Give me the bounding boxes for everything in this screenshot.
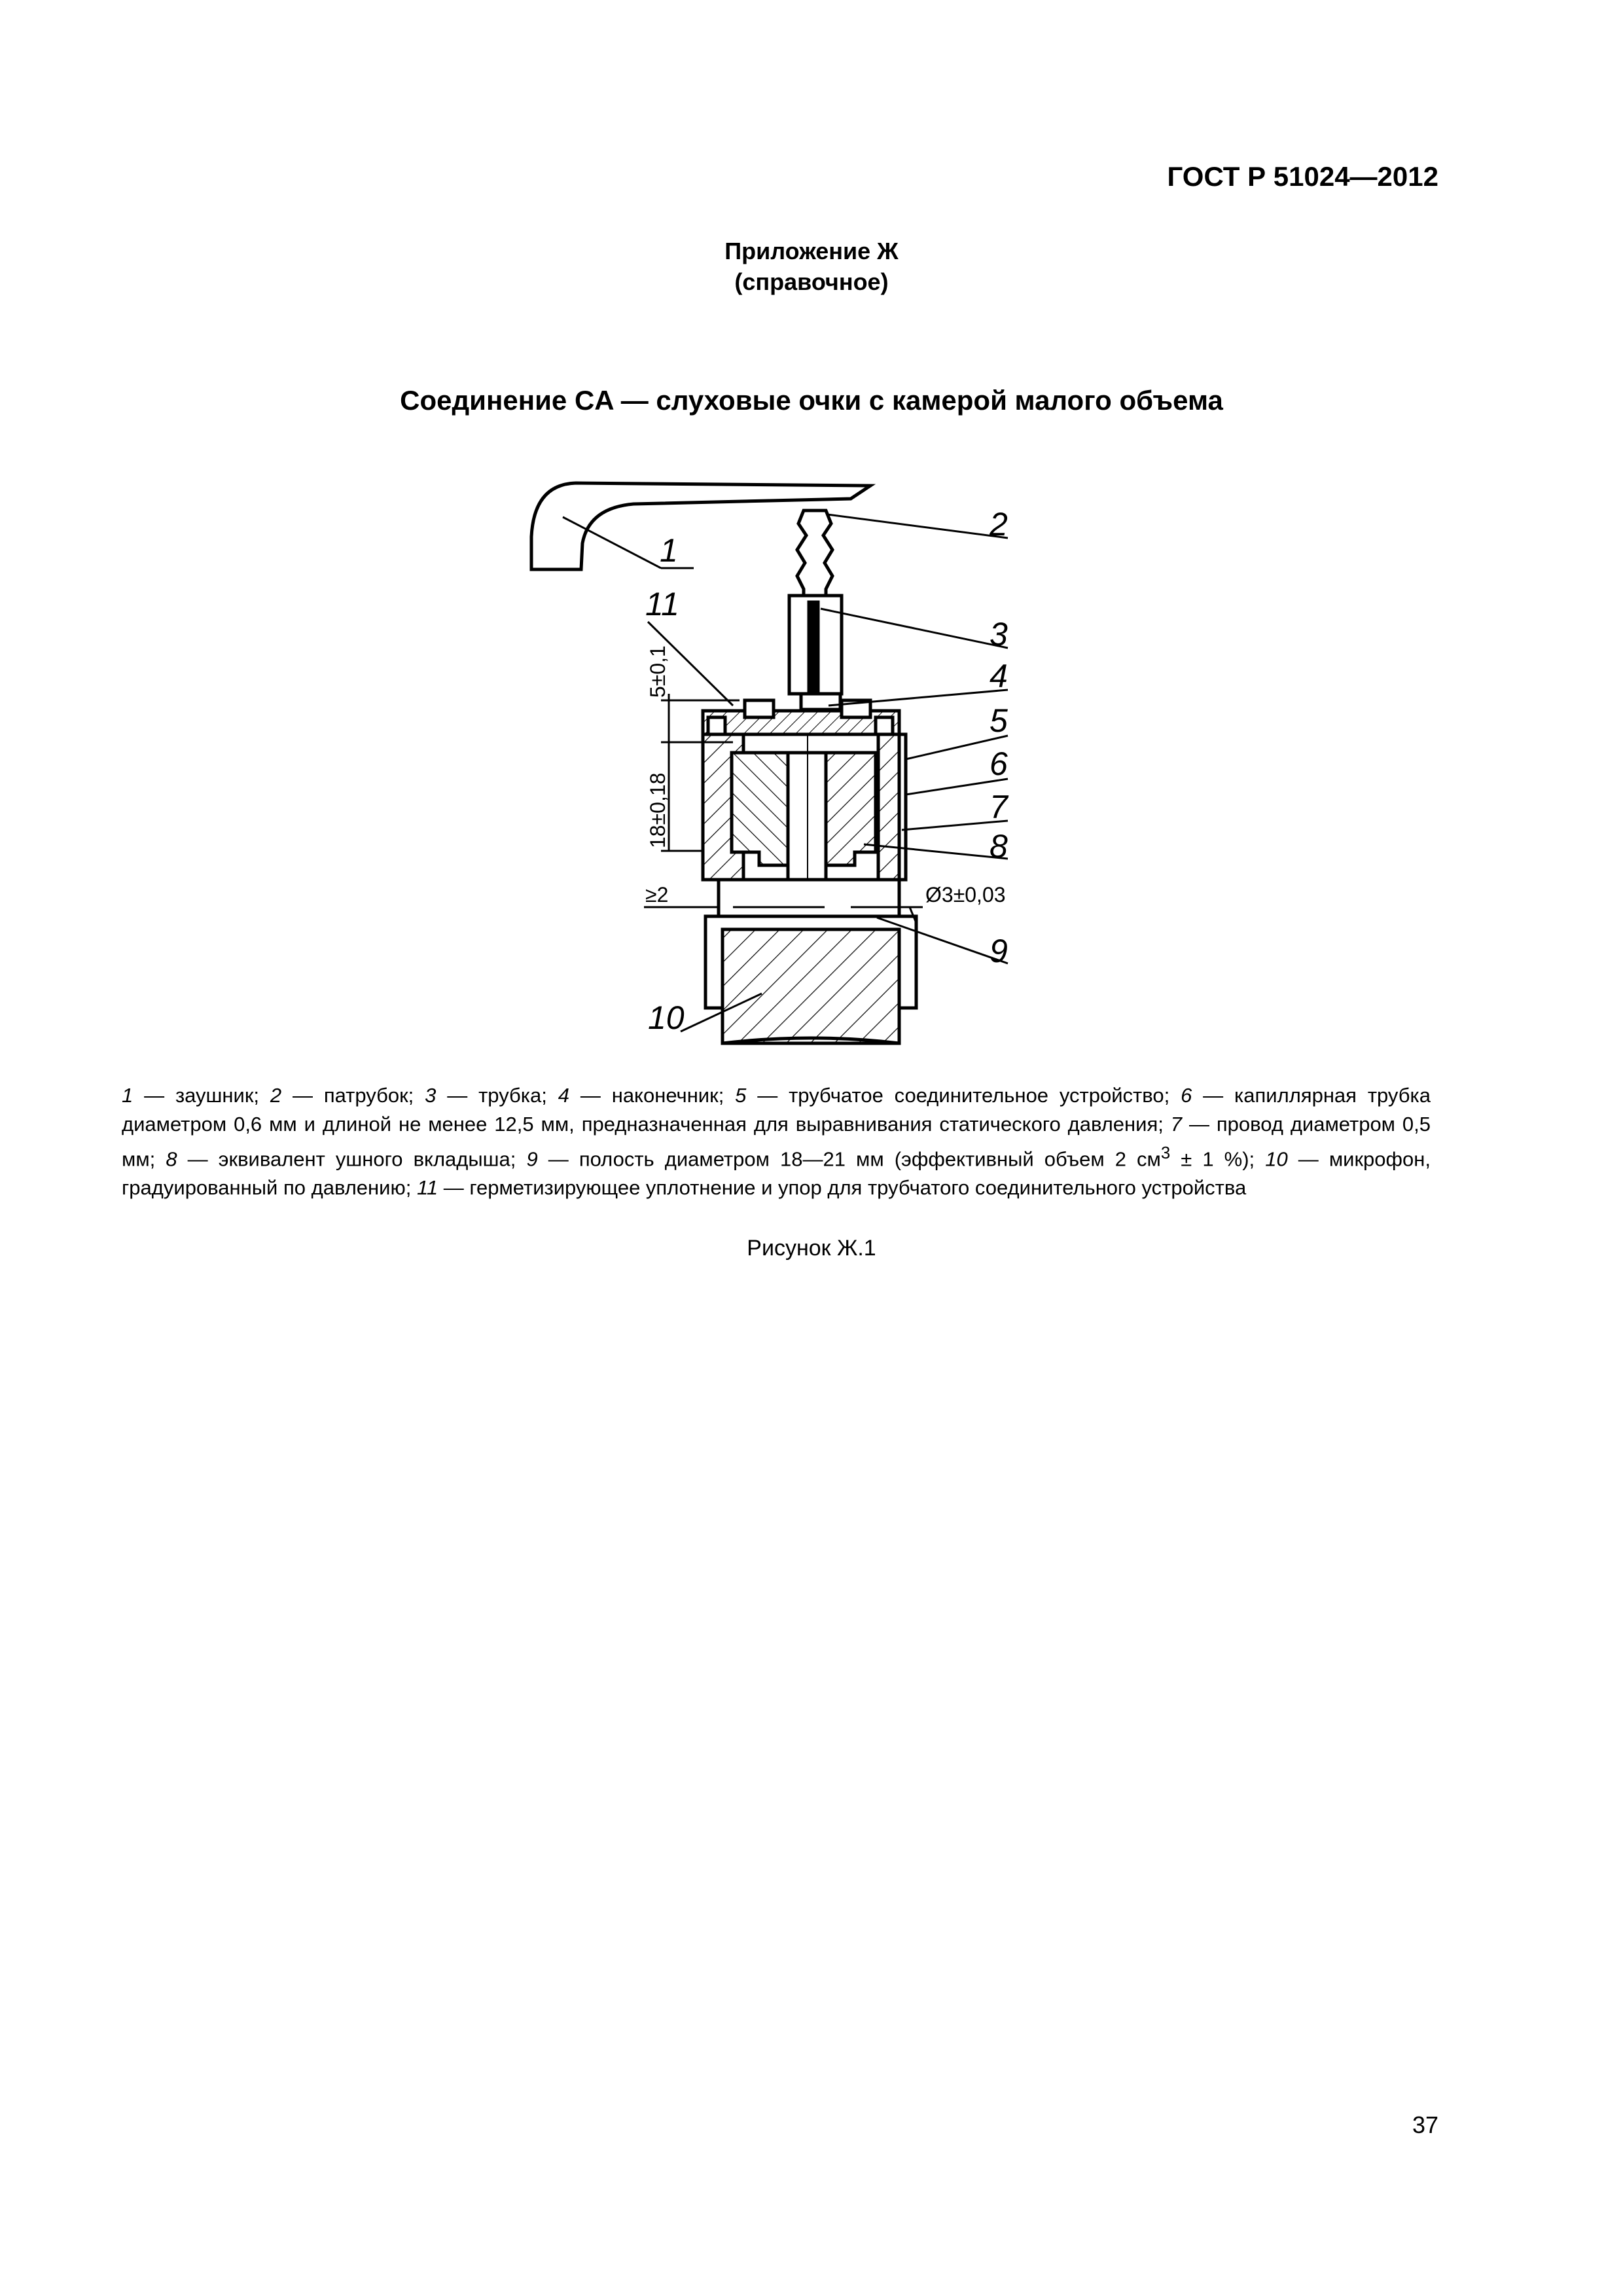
label-3: 3: [990, 616, 1008, 653]
technical-drawing: [517, 471, 1106, 1060]
dim-diameter: Ø3±0,03: [925, 883, 1006, 906]
legend-text: — микрофон, градуированный по давлению;: [122, 1147, 1431, 1200]
annex-heading: [0, 236, 1623, 297]
legend-number: 7: [1170, 1113, 1183, 1136]
legend-text: ± 1 %);: [1170, 1147, 1266, 1171]
label-1: 1: [660, 532, 678, 569]
dim-gap: ≥2: [645, 883, 669, 906]
legend-text: — эквивалент ушного вкладыша;: [177, 1147, 527, 1171]
legend-text: — наконечник;: [569, 1084, 736, 1107]
label-5: 5: [990, 702, 1008, 739]
dim-middle: 18±0,18: [646, 772, 669, 848]
legend-superscript: 3: [1160, 1144, 1171, 1162]
label-4: 4: [990, 658, 1008, 694]
legend-number: 2: [270, 1084, 282, 1107]
label-11: 11: [645, 586, 679, 622]
legend-text: — трубка;: [436, 1084, 558, 1107]
legend-number: 10: [1265, 1147, 1288, 1171]
label-8: 8: [990, 828, 1008, 865]
legend-number: 5: [735, 1084, 747, 1107]
label-7: 7: [990, 789, 1008, 825]
legend-text: — провод диаметром 0,5 мм;: [122, 1113, 1431, 1171]
microphone: [705, 916, 916, 1043]
legend-number: 11: [416, 1176, 438, 1200]
figure-label: Рисунок Ж.1: [747, 1236, 876, 1261]
legend-number: 8: [166, 1147, 177, 1171]
legend-text: — трубчатое соединительное устройство;: [746, 1084, 1181, 1107]
tube-assembly: [789, 511, 842, 709]
legend-text: — капиллярная трубка диаметром 0,6 мм и длиной не менее 12,5 мм, предназначенная для выравнивания статического давления;: [122, 1084, 1431, 1136]
annex-title: Приложение Ж: [724, 238, 899, 264]
label-9: 9: [990, 933, 1008, 969]
dim-upper: 5±0,1: [646, 645, 669, 698]
legend-text: — полость диаметром 18—21 мм (эффективный объем 2 см: [537, 1147, 1161, 1171]
section-title: Соединение CA — слуховые очки с камерой малого объема: [400, 385, 1223, 416]
legend-text: — заушник;: [133, 1084, 270, 1107]
label-10: 10: [648, 999, 685, 1036]
document-code: ГОСТ Р 51024—2012: [1167, 161, 1438, 192]
legend-text: — патрубок;: [281, 1084, 425, 1107]
annex-subtitle: (справочное): [734, 268, 889, 295]
legend-number: 6: [1181, 1084, 1192, 1107]
legend-number: 9: [526, 1147, 538, 1171]
label-6: 6: [990, 745, 1008, 782]
page-number: 37: [1412, 2111, 1438, 2138]
label-2: 2: [990, 506, 1008, 543]
legend-number: 4: [558, 1084, 569, 1107]
coupler-body: [703, 700, 906, 929]
figure-legend: [122, 1081, 1431, 1202]
legend-number: 3: [425, 1084, 437, 1107]
legend-text: — герметизирующее уплотнение и упор для трубчатого соединительного устройства: [438, 1176, 1247, 1200]
legend-number: 1: [122, 1084, 134, 1107]
